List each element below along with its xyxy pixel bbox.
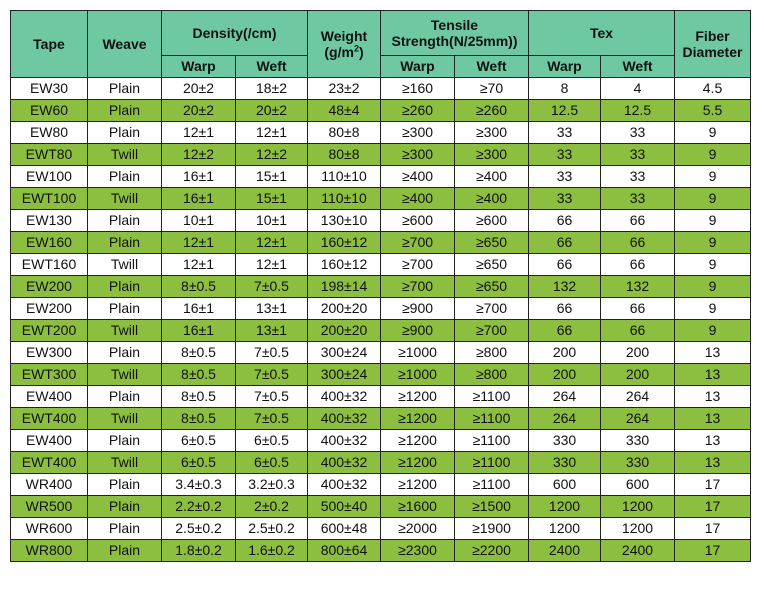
cell-fiber-diameter: 13: [675, 408, 751, 430]
cell-tex-warp: 600: [529, 474, 601, 496]
cell-density-weft: 2±0.2: [236, 496, 308, 518]
cell-fiber-diameter: 9: [675, 320, 751, 342]
cell-tex-weft: 66: [601, 232, 675, 254]
cell-fiber-diameter: 9: [675, 254, 751, 276]
cell-tex-weft: 33: [601, 166, 675, 188]
cell-weight: 600±48: [308, 518, 381, 540]
cell-weave: Plain: [88, 166, 162, 188]
cell-fiber-diameter: 17: [675, 518, 751, 540]
cell-fiber-diameter: 17: [675, 474, 751, 496]
cell-density-weft: 15±1: [236, 188, 308, 210]
cell-weight: 300±24: [308, 342, 381, 364]
table-row: [11, 320, 751, 342]
cell-tape: EW100: [11, 166, 88, 188]
cell-weave: Plain: [88, 496, 162, 518]
cell-tape: EW60: [11, 100, 88, 122]
cell-density-warp: 8±0.5: [162, 276, 236, 298]
cell-tape: EW130: [11, 210, 88, 232]
cell-tex-warp: 200: [529, 342, 601, 364]
cell-tensile-weft: ≥700: [455, 298, 529, 320]
cell-tensile-warp: ≥160: [381, 78, 455, 100]
cell-density-warp: 12±1: [162, 232, 236, 254]
header-weight: [308, 11, 381, 78]
cell-weave: Twill: [88, 408, 162, 430]
cell-tape: WR400: [11, 474, 88, 496]
cell-tex-warp: 66: [529, 232, 601, 254]
cell-weave: Plain: [88, 540, 162, 562]
cell-tex-warp: 33: [529, 144, 601, 166]
cell-density-weft: 2.5±0.2: [236, 518, 308, 540]
cell-weight: 80±8: [308, 122, 381, 144]
cell-tensile-warp: ≥1000: [381, 342, 455, 364]
cell-tex-weft: 1200: [601, 496, 675, 518]
cell-tex-weft: 200: [601, 342, 675, 364]
cell-weave: Twill: [88, 364, 162, 386]
table-row: [11, 342, 751, 364]
header-tex: Tex: [529, 11, 675, 56]
cell-weight: 400±32: [308, 386, 381, 408]
cell-density-warp: 16±1: [162, 188, 236, 210]
cell-weight: 80±8: [308, 144, 381, 166]
cell-density-warp: 12±1: [162, 254, 236, 276]
cell-tape: EW300: [11, 342, 88, 364]
cell-fiber-diameter: 9: [675, 144, 751, 166]
cell-weave: Twill: [88, 188, 162, 210]
cell-weave: Plain: [88, 298, 162, 320]
cell-tex-weft: 12.5: [601, 100, 675, 122]
cell-fiber-diameter: 9: [675, 188, 751, 210]
cell-tensile-warp: ≥1200: [381, 430, 455, 452]
header-density: Density(/cm): [162, 11, 308, 56]
cell-tex-warp: 264: [529, 386, 601, 408]
cell-density-weft: 3.2±0.3: [236, 474, 308, 496]
cell-weave: Plain: [88, 386, 162, 408]
cell-tensile-warp: ≥1600: [381, 496, 455, 518]
cell-tape: EWT400: [11, 452, 88, 474]
cell-density-weft: 12±1: [236, 254, 308, 276]
cell-weight: 160±12: [308, 232, 381, 254]
cell-weight: 23±2: [308, 78, 381, 100]
cell-density-warp: 16±1: [162, 166, 236, 188]
cell-density-warp: 20±2: [162, 78, 236, 100]
cell-tex-weft: 330: [601, 430, 675, 452]
cell-tensile-warp: ≥300: [381, 144, 455, 166]
cell-tape: EW200: [11, 276, 88, 298]
table-row: [11, 232, 751, 254]
cell-weight: 800±64: [308, 540, 381, 562]
cell-density-warp: 8±0.5: [162, 386, 236, 408]
cell-tensile-warp: ≥300: [381, 122, 455, 144]
cell-tensile-warp: ≥400: [381, 166, 455, 188]
cell-density-warp: 12±2: [162, 144, 236, 166]
table-row: [11, 496, 751, 518]
cell-tape: EWT100: [11, 188, 88, 210]
cell-weave: Twill: [88, 254, 162, 276]
cell-tensile-weft: ≥600: [455, 210, 529, 232]
cell-density-warp: 6±0.5: [162, 430, 236, 452]
table-row: [11, 518, 751, 540]
cell-tape: EWT200: [11, 320, 88, 342]
cell-tensile-warp: ≥700: [381, 276, 455, 298]
cell-fiber-diameter: 13: [675, 342, 751, 364]
table-row: [11, 386, 751, 408]
cell-tex-weft: 2400: [601, 540, 675, 562]
cell-density-weft: 7±0.5: [236, 364, 308, 386]
cell-density-weft: 7±0.5: [236, 408, 308, 430]
cell-tex-warp: 200: [529, 364, 601, 386]
table-header: [11, 11, 751, 78]
cell-tape: EW160: [11, 232, 88, 254]
cell-density-warp: 16±1: [162, 320, 236, 342]
cell-weave: Plain: [88, 474, 162, 496]
cell-tex-warp: 66: [529, 298, 601, 320]
cell-tex-weft: 33: [601, 144, 675, 166]
cell-tensile-weft: ≥300: [455, 122, 529, 144]
cell-tensile-weft: ≥1100: [455, 408, 529, 430]
cell-tensile-weft: ≥400: [455, 166, 529, 188]
cell-tensile-weft: ≥1100: [455, 474, 529, 496]
cell-fiber-diameter: 9: [675, 298, 751, 320]
header-tex-warp: Warp: [529, 56, 601, 78]
cell-fiber-diameter: 17: [675, 496, 751, 518]
cell-tensile-warp: ≥1200: [381, 386, 455, 408]
cell-tensile-warp: ≥1200: [381, 474, 455, 496]
cell-density-weft: 7±0.5: [236, 342, 308, 364]
cell-fiber-diameter: 9: [675, 166, 751, 188]
cell-density-weft: 12±1: [236, 232, 308, 254]
cell-weave: Plain: [88, 276, 162, 298]
cell-density-warp: 8±0.5: [162, 364, 236, 386]
table-row: [11, 276, 751, 298]
cell-weight: 110±10: [308, 166, 381, 188]
cell-tensile-warp: ≥700: [381, 254, 455, 276]
cell-weight: 300±24: [308, 364, 381, 386]
cell-tensile-warp: ≥600: [381, 210, 455, 232]
cell-weave: Plain: [88, 210, 162, 232]
cell-weave: Twill: [88, 452, 162, 474]
cell-tensile-weft: ≥800: [455, 342, 529, 364]
cell-tape: EW80: [11, 122, 88, 144]
cell-fiber-diameter: 13: [675, 364, 751, 386]
table-row: [11, 430, 751, 452]
table-row: [11, 254, 751, 276]
cell-weight: 400±32: [308, 430, 381, 452]
cell-tape: EWT400: [11, 408, 88, 430]
cell-tex-weft: 66: [601, 298, 675, 320]
cell-tex-weft: 600: [601, 474, 675, 496]
cell-weight: 400±32: [308, 474, 381, 496]
cell-density-weft: 12±1: [236, 122, 308, 144]
cell-fiber-diameter: 13: [675, 386, 751, 408]
cell-tex-warp: 330: [529, 430, 601, 452]
cell-tex-warp: 33: [529, 166, 601, 188]
header-tensile-warp: Warp: [381, 56, 455, 78]
cell-tex-warp: 132: [529, 276, 601, 298]
cell-tensile-weft: ≥650: [455, 276, 529, 298]
cell-tensile-warp: ≥1000: [381, 364, 455, 386]
cell-fiber-diameter: 13: [675, 430, 751, 452]
cell-tape: EWT80: [11, 144, 88, 166]
cell-density-warp: 16±1: [162, 298, 236, 320]
cell-tensile-warp: ≥260: [381, 100, 455, 122]
cell-tex-warp: 66: [529, 320, 601, 342]
cell-tex-weft: 264: [601, 386, 675, 408]
cell-tensile-weft: ≥1100: [455, 452, 529, 474]
header-tensile-weft: Weft: [455, 56, 529, 78]
cell-tensile-warp: ≥900: [381, 320, 455, 342]
cell-tensile-weft: ≥1500: [455, 496, 529, 518]
cell-tex-warp: 330: [529, 452, 601, 474]
cell-density-warp: 2.5±0.2: [162, 518, 236, 540]
cell-density-weft: 13±1: [236, 320, 308, 342]
table-row: [11, 408, 751, 430]
table-row: [11, 540, 751, 562]
header-tape: Tape: [11, 11, 88, 78]
table-row: [11, 298, 751, 320]
cell-weave: Plain: [88, 78, 162, 100]
header-fiber-diameter: Fiber Diameter: [675, 11, 751, 78]
table-row: [11, 78, 751, 100]
table-row: [11, 144, 751, 166]
cell-weave: Plain: [88, 342, 162, 364]
cell-tape: EW30: [11, 78, 88, 100]
cell-density-warp: 2.2±0.2: [162, 496, 236, 518]
cell-weight: 400±32: [308, 452, 381, 474]
cell-weave: Plain: [88, 232, 162, 254]
cell-density-weft: 18±2: [236, 78, 308, 100]
cell-tape: EW200: [11, 298, 88, 320]
cell-tape: WR500: [11, 496, 88, 518]
table-body: [11, 78, 751, 562]
table-row: [11, 100, 751, 122]
cell-weave: Twill: [88, 320, 162, 342]
cell-tensile-weft: ≥1900: [455, 518, 529, 540]
cell-tensile-warp: ≥700: [381, 232, 455, 254]
cell-tensile-warp: ≥1200: [381, 408, 455, 430]
spec-table: [10, 10, 751, 562]
cell-tape: WR800: [11, 540, 88, 562]
cell-tape: EW400: [11, 430, 88, 452]
cell-tape: EW400: [11, 386, 88, 408]
cell-tex-warp: 66: [529, 210, 601, 232]
cell-fiber-diameter: 9: [675, 210, 751, 232]
header-tex-weft: Weft: [601, 56, 675, 78]
cell-fiber-diameter: 5.5: [675, 100, 751, 122]
cell-tensile-weft: ≥700: [455, 320, 529, 342]
table-row: [11, 188, 751, 210]
cell-weight: 500±40: [308, 496, 381, 518]
table-row: [11, 210, 751, 232]
cell-tex-weft: 132: [601, 276, 675, 298]
cell-density-warp: 10±1: [162, 210, 236, 232]
cell-density-warp: 6±0.5: [162, 452, 236, 474]
table-row: [11, 364, 751, 386]
cell-tex-warp: 33: [529, 188, 601, 210]
cell-fiber-diameter: 17: [675, 540, 751, 562]
header-tensile-strength: Tensile Strength(N/25mm)): [381, 11, 529, 56]
cell-weight: 110±10: [308, 188, 381, 210]
cell-density-warp: 8±0.5: [162, 408, 236, 430]
cell-tensile-weft: ≥400: [455, 188, 529, 210]
cell-weight: 400±32: [308, 408, 381, 430]
cell-density-weft: 6±0.5: [236, 452, 308, 474]
header-weight-unit: $(g/m^2)$: [324, 43, 364, 61]
cell-weave: Twill: [88, 144, 162, 166]
cell-tensile-weft: ≥260: [455, 100, 529, 122]
cell-tex-warp: 33: [529, 122, 601, 144]
cell-density-weft: 13±1: [236, 298, 308, 320]
cell-tensile-warp: ≥900: [381, 298, 455, 320]
cell-density-weft: 7±0.5: [236, 276, 308, 298]
cell-density-weft: 7±0.5: [236, 386, 308, 408]
cell-weave: Plain: [88, 518, 162, 540]
cell-density-warp: 12±1: [162, 122, 236, 144]
cell-tape: EWT300: [11, 364, 88, 386]
cell-tex-weft: 1200: [601, 518, 675, 540]
cell-fiber-diameter: 9: [675, 232, 751, 254]
cell-fiber-diameter: 4.5: [675, 78, 751, 100]
cell-tex-warp: 264: [529, 408, 601, 430]
cell-tensile-warp: ≥2300: [381, 540, 455, 562]
cell-tensile-warp: ≥400: [381, 188, 455, 210]
cell-tensile-weft: ≥2200: [455, 540, 529, 562]
cell-tensile-weft: ≥800: [455, 364, 529, 386]
header-weight-label: Weight: [320, 27, 368, 44]
cell-weight: 160±12: [308, 254, 381, 276]
cell-tex-warp: 66: [529, 254, 601, 276]
table-row: [11, 166, 751, 188]
cell-tex-warp: 1200: [529, 518, 601, 540]
cell-density-warp: 1.8±0.2: [162, 540, 236, 562]
cell-density-weft: 12±2: [236, 144, 308, 166]
cell-weave: Plain: [88, 122, 162, 144]
cell-tex-weft: 66: [601, 320, 675, 342]
cell-tape: EWT160: [11, 254, 88, 276]
cell-weave: Plain: [88, 100, 162, 122]
cell-tex-weft: 33: [601, 188, 675, 210]
cell-tex-weft: 330: [601, 452, 675, 474]
cell-tensile-weft: ≥650: [455, 254, 529, 276]
cell-density-warp: 20±2: [162, 100, 236, 122]
table-row: [11, 122, 751, 144]
cell-tensile-weft: ≥300: [455, 144, 529, 166]
cell-tex-weft: 200: [601, 364, 675, 386]
table-row: [11, 474, 751, 496]
cell-density-weft: 1.6±0.2: [236, 540, 308, 562]
cell-weight: 200±20: [308, 320, 381, 342]
cell-density-weft: 6±0.5: [236, 430, 308, 452]
cell-tex-weft: 66: [601, 254, 675, 276]
cell-tex-warp: 12.5: [529, 100, 601, 122]
cell-tex-weft: 66: [601, 210, 675, 232]
cell-tex-warp: 8: [529, 78, 601, 100]
cell-density-weft: 20±2: [236, 100, 308, 122]
cell-tex-weft: 4: [601, 78, 675, 100]
cell-tensile-weft: ≥650: [455, 232, 529, 254]
cell-tape: WR600: [11, 518, 88, 540]
cell-fiber-diameter: 13: [675, 452, 751, 474]
cell-weight: 48±4: [308, 100, 381, 122]
cell-tensile-weft: ≥70: [455, 78, 529, 100]
cell-weight: 130±10: [308, 210, 381, 232]
cell-tensile-weft: ≥1100: [455, 386, 529, 408]
cell-weight: 198±14: [308, 276, 381, 298]
cell-fiber-diameter: 9: [675, 122, 751, 144]
cell-tensile-warp: ≥2000: [381, 518, 455, 540]
cell-tensile-weft: ≥1100: [455, 430, 529, 452]
cell-tex-weft: 33: [601, 122, 675, 144]
cell-weight: 200±20: [308, 298, 381, 320]
cell-density-warp: 8±0.5: [162, 342, 236, 364]
table-row: [11, 452, 751, 474]
header-density-weft: Weft: [236, 56, 308, 78]
cell-tex-weft: 264: [601, 408, 675, 430]
cell-weave: Plain: [88, 430, 162, 452]
cell-density-weft: 10±1: [236, 210, 308, 232]
header-weave: Weave: [88, 11, 162, 78]
cell-density-weft: 15±1: [236, 166, 308, 188]
header-density-warp: Warp: [162, 56, 236, 78]
cell-density-warp: 3.4±0.3: [162, 474, 236, 496]
cell-tex-warp: 2400: [529, 540, 601, 562]
cell-tensile-warp: ≥1200: [381, 452, 455, 474]
cell-tex-warp: 1200: [529, 496, 601, 518]
cell-fiber-diameter: 9: [675, 276, 751, 298]
